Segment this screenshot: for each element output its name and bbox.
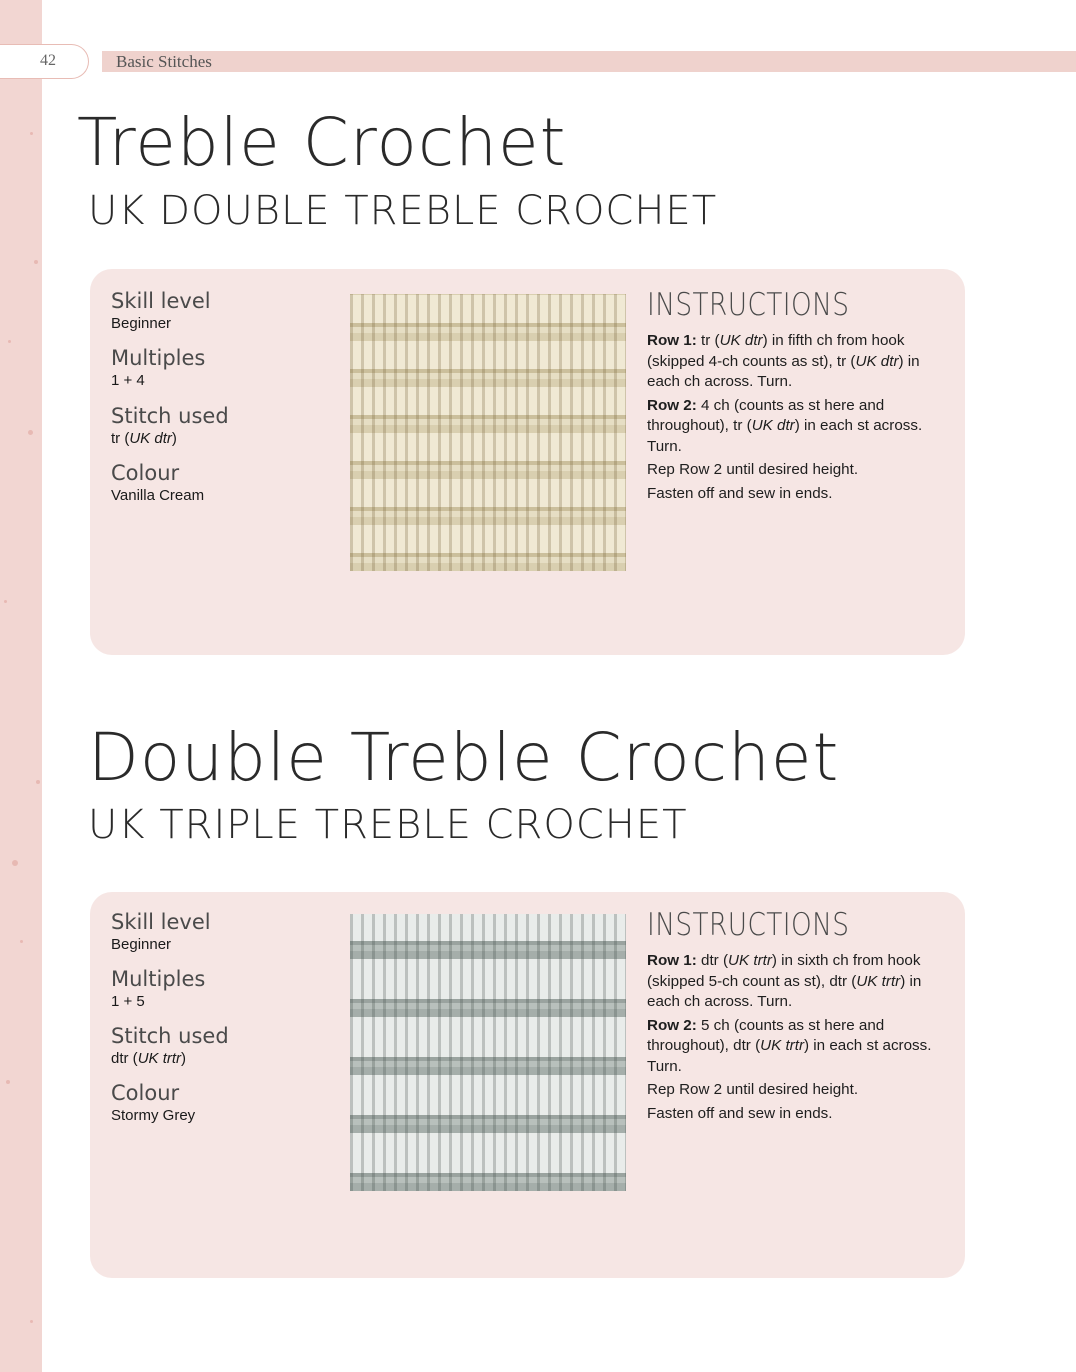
instructions xyxy=(647,287,943,507)
multiples-block xyxy=(111,346,331,390)
row-2-instruction: Row 2: 5 ch (counts as st here and throughout), dtr (UK trtr) in each st across. Turn. xyxy=(647,1016,932,1075)
stitch-used-label: Stitch used xyxy=(111,1024,229,1048)
instructions-heading: INSTRUCTIONS xyxy=(647,287,850,323)
fasten-instruction: Fasten off and sew in ends. xyxy=(647,484,833,502)
multiples-label: Multiples xyxy=(111,967,206,991)
stitch-used-block xyxy=(111,404,331,448)
row-1-instruction: Row 1: dtr (UK trtr) in sixth ch from hook (skipped 5-ch count as st), dtr (UK trtr) in each ch across. Turn. xyxy=(647,952,922,1010)
stitch-card xyxy=(90,269,965,655)
swatch-image xyxy=(350,294,626,571)
row-1-instruction: Row 1: tr (UK dtr) in fifth ch from hook (skipped 4-ch counts as st), tr (UK dtr) in each ch across. Turn. xyxy=(647,332,920,390)
page-number: 42 xyxy=(40,52,56,69)
stitch-used-label: Stitch used xyxy=(111,404,229,428)
colour-value: Vanilla Cream xyxy=(111,487,205,504)
stitch-uk-subtitle: UK DOUBLE TREBLE CROCHET xyxy=(88,188,718,234)
fasten-instruction: Fasten off and sew in ends. xyxy=(647,1104,833,1122)
stitch-title: Treble Crochet xyxy=(77,104,567,181)
swatch-image xyxy=(350,914,626,1191)
skill-level-block xyxy=(111,289,331,333)
colour-block xyxy=(111,1081,331,1125)
stitch-used-value: tr (UK dtr) xyxy=(111,430,177,447)
instructions xyxy=(647,907,943,1127)
skill-level-label: Skill level xyxy=(111,910,211,934)
stitch-used-value: dtr (UK trtr) xyxy=(111,1050,187,1067)
decorative-side-strip xyxy=(0,0,42,1372)
multiples-label: Multiples xyxy=(111,346,206,370)
repeat-instruction: Rep Row 2 until desired height. xyxy=(647,461,859,478)
colour-label: Colour xyxy=(111,1081,180,1105)
multiples-value: 1 + 5 xyxy=(111,993,145,1010)
stitch-title: Double Treble Crochet xyxy=(88,719,840,796)
skill-level-value: Beginner xyxy=(111,936,172,953)
stitch-uk-subtitle: UK TRIPLE TREBLE CROCHET xyxy=(88,802,688,848)
multiples-block xyxy=(111,967,331,1011)
colour-label: Colour xyxy=(111,461,180,485)
repeat-instruction: Rep Row 2 until desired height. xyxy=(647,1081,859,1098)
instructions-heading: INSTRUCTIONS xyxy=(647,907,850,943)
stitch-used-block xyxy=(111,1024,331,1068)
header-bar xyxy=(102,51,1076,72)
row-2-instruction: Row 2: 4 ch (counts as st here and throughout), tr (UK dtr) in each st across. Turn. xyxy=(647,396,923,455)
colour-block xyxy=(111,461,331,505)
skill-level-label: Skill level xyxy=(111,289,211,313)
skill-level-value: Beginner xyxy=(111,315,172,332)
stitch-card xyxy=(90,892,965,1278)
multiples-value: 1 + 4 xyxy=(111,372,145,389)
colour-value: Stormy Grey xyxy=(111,1107,196,1124)
skill-level-block xyxy=(111,910,331,954)
section-name: Basic Stitches xyxy=(116,52,212,71)
